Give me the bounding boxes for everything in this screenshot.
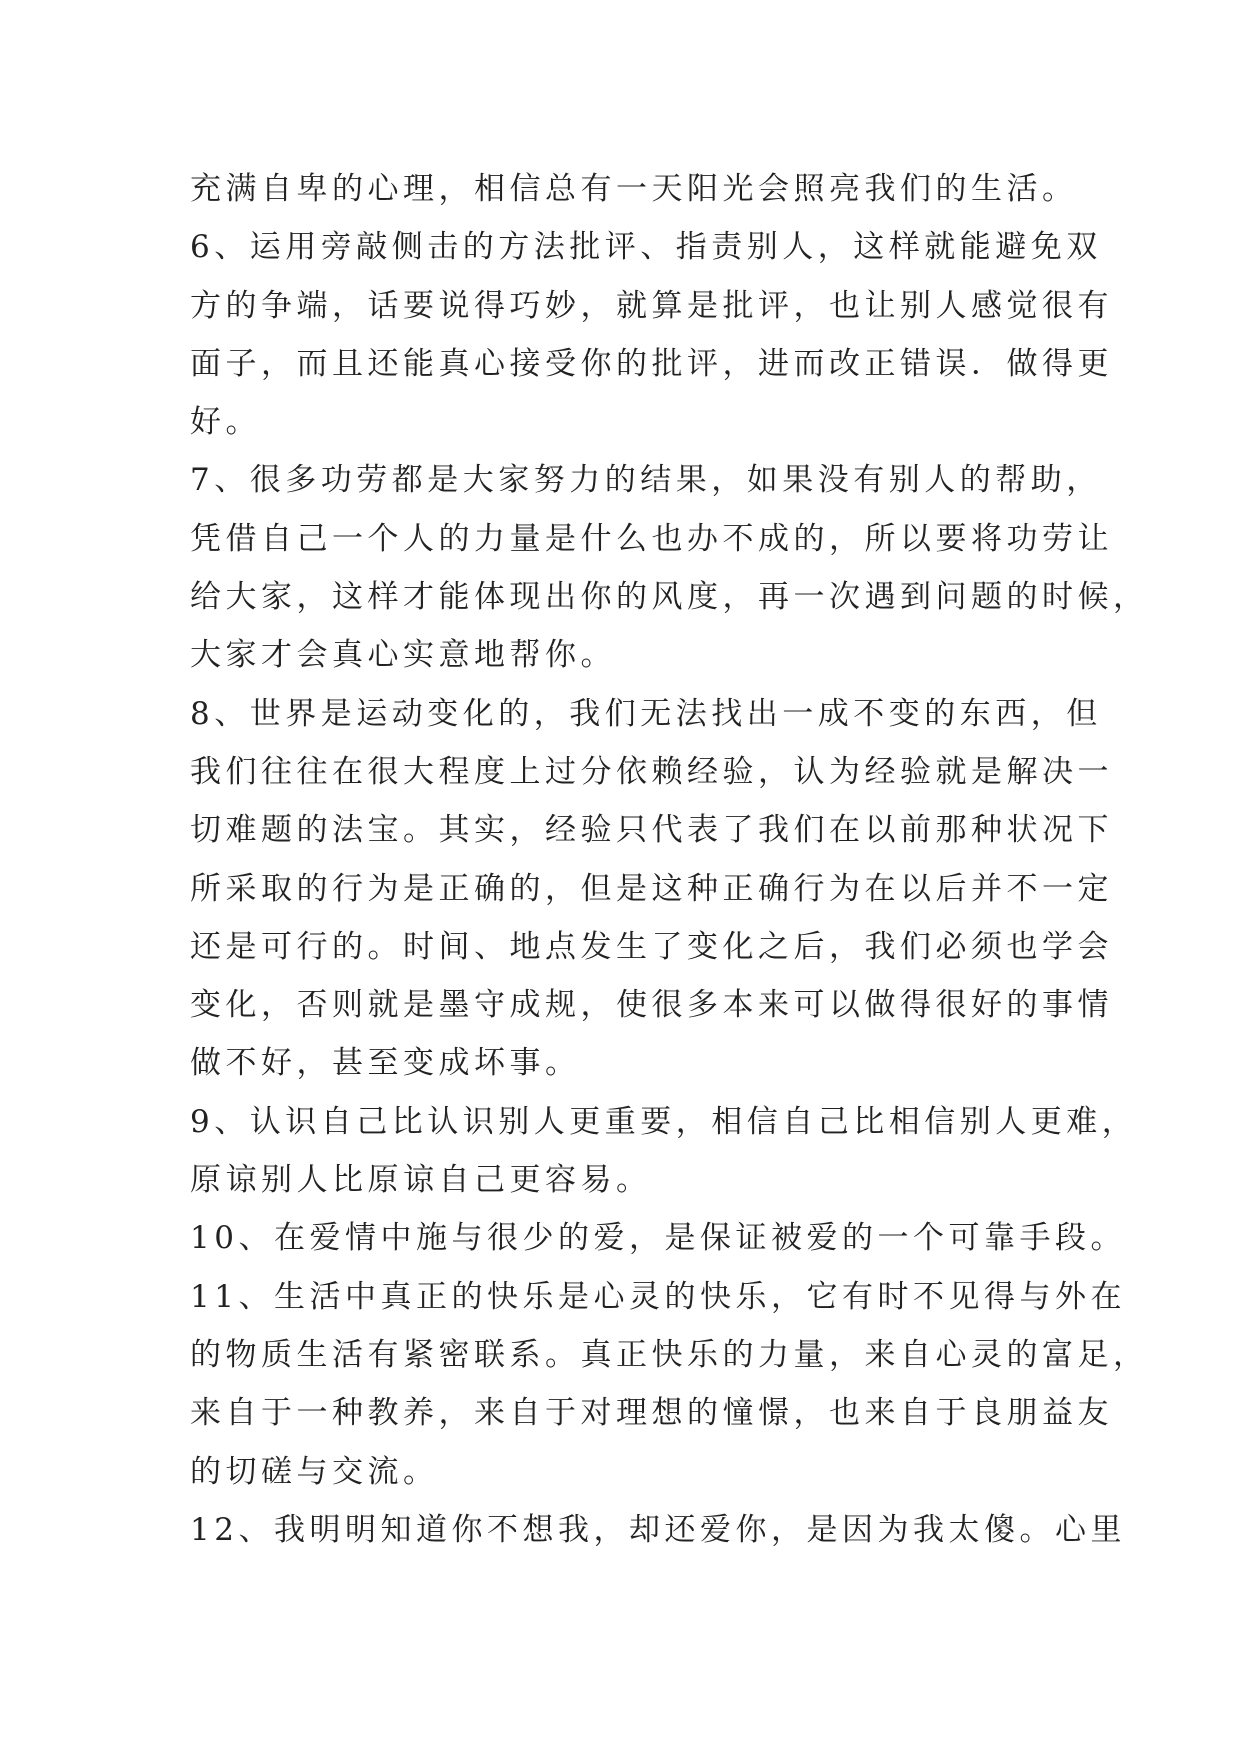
text-line: 好。 [190, 404, 261, 441]
text-line: 切难题的法宝。其实，经验只代表了我们在以前那种状况下 [190, 812, 1113, 849]
text-line: 6、运用旁敲侧击的方法批评、指责别人，这样就能避免双 [190, 229, 1102, 266]
text-line: 大家才会真心实意地帮你。 [190, 637, 616, 674]
text-line: 12、我明明知道你不想我，却还爱你，是因为我太傻。心里 [190, 1511, 1126, 1548]
text-line: 方的争端，话要说得巧妙，就算是批评，也让别人感觉很有 [190, 287, 1113, 324]
text-line: 的切磋与交流。 [190, 1453, 439, 1490]
text-line: 原谅别人比原谅自己更容易。 [190, 1162, 652, 1199]
text-line: 充满自卑的心理，相信总有一天阳光会照亮我们的生活。 [190, 171, 1078, 207]
text-line: 9、认识自己比认识别人更重要，相信自己比相信别人更难， [190, 1103, 1138, 1140]
text-line: 给大家，这样才能体现出你的风度，再一次遇到问题的时候， [190, 579, 1149, 616]
text-line: 10、在爱情中施与很少的爱，是保证被爱的一个可靠手段。 [190, 1220, 1126, 1257]
text-line: 8、世界是运动变化的，我们无法找出一成不变的东西，但 [190, 695, 1102, 732]
text-line: 做不好，甚至变成坏事。 [190, 1045, 581, 1082]
text-line: 11、生活中真正的快乐是心灵的快乐，它有时不见得与外在 [190, 1278, 1126, 1315]
text-line: 来自于一种教养，来自于对理想的憧憬，也来自于良朋益友 [190, 1395, 1113, 1432]
text-line: 我们往往在很大程度上过分依赖经验，认为经验就是解决一 [190, 753, 1113, 790]
text-line: 变化，否则就是墨守成规，使很多本来可以做得很好的事情 [190, 987, 1113, 1024]
text-line: 所采取的行为是正确的，但是这种正确行为在以后并不一定 [190, 870, 1113, 907]
text-line: 还是可行的。时间、地点发生了变化之后，我们必须也学会 [190, 928, 1113, 965]
text-line: 7、很多功劳都是大家努力的结果，如果没有别人的帮助， [190, 462, 1102, 499]
text-line: 面子，而且还能真心接受你的批评，进而改正错误．做得更 [190, 345, 1113, 382]
text-line: 的物质生活有紧密联系。真正快乐的力量，来自心灵的富足， [190, 1336, 1149, 1373]
body-text [190, 160, 1149, 1559]
text-line: 凭借自己一个人的力量是什么也办不成的，所以要将功劳让 [190, 520, 1113, 557]
